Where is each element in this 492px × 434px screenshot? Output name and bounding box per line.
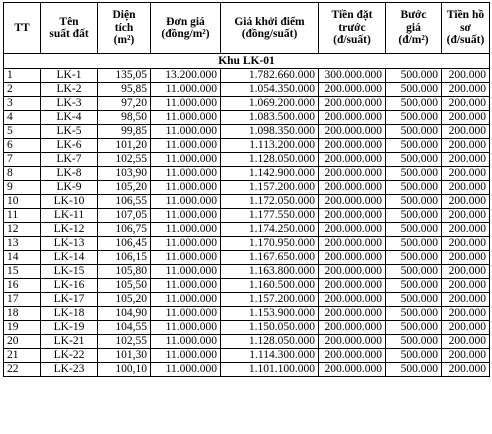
cell-deposit: 200.000.000	[319, 195, 386, 209]
cell-area: 105,50	[98, 279, 151, 293]
cell-unit-price: 11.000.000	[151, 209, 221, 223]
cell-unit-price: 11.000.000	[151, 335, 221, 349]
cell-deposit: 200.000.000	[319, 279, 386, 293]
table-row	[4, 167, 490, 181]
cell-deposit: 200.000.000	[319, 237, 386, 251]
cell-price-step: 500.000	[386, 237, 442, 251]
header-unit-price: Đơn giá (đồng/m²)	[151, 3, 221, 54]
cell-plot-name: LK-9	[41, 181, 98, 195]
cell-unit-price: 11.000.000	[151, 363, 221, 377]
cell-document-fee: 200.000	[442, 209, 490, 223]
cell-area: 103,90	[98, 167, 151, 181]
cell-tt: 1	[4, 69, 41, 83]
cell-price-step: 500.000	[386, 293, 442, 307]
cell-area: 97,20	[98, 97, 151, 111]
cell-area: 106,75	[98, 223, 151, 237]
cell-unit-price: 11.000.000	[151, 237, 221, 251]
table-row	[4, 251, 490, 265]
cell-document-fee: 200.000	[442, 293, 490, 307]
cell-starting-price: 1.113.200.000	[221, 139, 319, 153]
cell-plot-name: LK-23	[41, 363, 98, 377]
cell-plot-name: LK-10	[41, 195, 98, 209]
cell-deposit: 200.000.000	[319, 251, 386, 265]
cell-plot-name: LK-2	[41, 83, 98, 97]
cell-plot-name: LK-13	[41, 237, 98, 251]
cell-plot-name: LK-21	[41, 335, 98, 349]
cell-document-fee: 200.000	[442, 279, 490, 293]
cell-plot-name: LK-4	[41, 111, 98, 125]
cell-area: 106,15	[98, 251, 151, 265]
cell-starting-price: 1.172.050.000	[221, 195, 319, 209]
cell-starting-price: 1.098.350.000	[221, 125, 319, 139]
table-row	[4, 335, 490, 349]
cell-tt: 7	[4, 153, 41, 167]
cell-price-step: 500.000	[386, 321, 442, 335]
cell-document-fee: 200.000	[442, 223, 490, 237]
cell-starting-price: 1.167.650.000	[221, 251, 319, 265]
cell-tt: 14	[4, 251, 41, 265]
header-area: Diện tích (m²)	[98, 3, 151, 54]
cell-starting-price: 1.054.350.000	[221, 83, 319, 97]
cell-document-fee: 200.000	[442, 335, 490, 349]
cell-deposit: 200.000.000	[319, 223, 386, 237]
cell-plot-name: LK-1	[41, 69, 98, 83]
cell-unit-price: 11.000.000	[151, 153, 221, 167]
cell-deposit: 200.000.000	[319, 321, 386, 335]
cell-price-step: 500.000	[386, 279, 442, 293]
cell-unit-price: 11.000.000	[151, 125, 221, 139]
cell-area: 135,05	[98, 69, 151, 83]
cell-plot-name: LK-11	[41, 209, 98, 223]
cell-price-step: 500.000	[386, 223, 442, 237]
cell-unit-price: 11.000.000	[151, 195, 221, 209]
cell-deposit: 200.000.000	[319, 209, 386, 223]
cell-starting-price: 1.069.200.000	[221, 97, 319, 111]
cell-document-fee: 200.000	[442, 265, 490, 279]
cell-price-step: 500.000	[386, 195, 442, 209]
cell-price-step: 500.000	[386, 139, 442, 153]
cell-tt: 13	[4, 237, 41, 251]
cell-starting-price: 1.160.500.000	[221, 279, 319, 293]
header-deposit: Tiền đặt trước (đ/suất)	[319, 3, 386, 54]
cell-unit-price: 11.000.000	[151, 139, 221, 153]
cell-starting-price: 1.128.050.000	[221, 153, 319, 167]
table-row	[4, 279, 490, 293]
cell-deposit: 200.000.000	[319, 97, 386, 111]
table-row	[4, 349, 490, 363]
cell-tt: 11	[4, 209, 41, 223]
table-row	[4, 139, 490, 153]
cell-plot-name: LK-14	[41, 251, 98, 265]
cell-document-fee: 200.000	[442, 321, 490, 335]
cell-tt: 17	[4, 293, 41, 307]
cell-plot-name: LK-6	[41, 139, 98, 153]
cell-area: 102,55	[98, 335, 151, 349]
table-row	[4, 321, 490, 335]
cell-starting-price: 1.157.200.000	[221, 181, 319, 195]
table-row	[4, 237, 490, 251]
cell-deposit: 200.000.000	[319, 307, 386, 321]
table-row	[4, 125, 490, 139]
cell-unit-price: 11.000.000	[151, 181, 221, 195]
cell-area: 105,20	[98, 293, 151, 307]
cell-unit-price: 11.000.000	[151, 251, 221, 265]
cell-document-fee: 200.000	[442, 195, 490, 209]
table-row	[4, 265, 490, 279]
cell-document-fee: 200.000	[442, 125, 490, 139]
cell-starting-price: 1.128.050.000	[221, 335, 319, 349]
cell-area: 104,55	[98, 321, 151, 335]
table-row	[4, 209, 490, 223]
cell-price-step: 500.000	[386, 363, 442, 377]
cell-document-fee: 200.000	[442, 153, 490, 167]
cell-document-fee: 200.000	[442, 69, 490, 83]
land-plot-price-table	[3, 2, 490, 377]
cell-document-fee: 200.000	[442, 237, 490, 251]
cell-starting-price: 1.782.660.000	[221, 69, 319, 83]
cell-tt: 15	[4, 265, 41, 279]
cell-area: 107,05	[98, 209, 151, 223]
cell-tt: 19	[4, 321, 41, 335]
cell-area: 106,55	[98, 195, 151, 209]
cell-tt: 16	[4, 279, 41, 293]
group-label: Khu LK-01	[4, 54, 490, 69]
table-row	[4, 195, 490, 209]
cell-price-step: 500.000	[386, 335, 442, 349]
table-row	[4, 181, 490, 195]
cell-unit-price: 11.000.000	[151, 223, 221, 237]
cell-deposit: 200.000.000	[319, 167, 386, 181]
header-price-step: Bước giá (đ/m²)	[386, 3, 442, 54]
cell-unit-price: 11.000.000	[151, 167, 221, 181]
cell-starting-price: 1.153.900.000	[221, 307, 319, 321]
cell-starting-price: 1.163.800.000	[221, 265, 319, 279]
cell-starting-price: 1.142.900.000	[221, 167, 319, 181]
cell-price-step: 500.000	[386, 111, 442, 125]
cell-unit-price: 11.000.000	[151, 97, 221, 111]
cell-tt: 12	[4, 223, 41, 237]
cell-area: 101,20	[98, 139, 151, 153]
cell-price-step: 500.000	[386, 251, 442, 265]
cell-price-step: 500.000	[386, 209, 442, 223]
header-starting-price: Giá khởi điểm (đồng/suất)	[221, 3, 319, 54]
cell-document-fee: 200.000	[442, 307, 490, 321]
table-row	[4, 293, 490, 307]
cell-plot-name: LK-16	[41, 279, 98, 293]
cell-plot-name: LK-7	[41, 153, 98, 167]
cell-area: 98,50	[98, 111, 151, 125]
group-row	[4, 54, 490, 69]
cell-unit-price: 11.000.000	[151, 293, 221, 307]
cell-document-fee: 200.000	[442, 181, 490, 195]
table-row	[4, 153, 490, 167]
cell-starting-price: 1.170.950.000	[221, 237, 319, 251]
cell-unit-price: 11.000.000	[151, 279, 221, 293]
cell-area: 95,85	[98, 83, 151, 97]
cell-document-fee: 200.000	[442, 363, 490, 377]
cell-plot-name: LK-12	[41, 223, 98, 237]
cell-deposit: 200.000.000	[319, 265, 386, 279]
cell-tt: 20	[4, 335, 41, 349]
cell-price-step: 500.000	[386, 349, 442, 363]
header-plot-name: Tên suất đất	[41, 3, 98, 54]
table-row	[4, 223, 490, 237]
cell-area: 100,10	[98, 363, 151, 377]
cell-plot-name: LK-3	[41, 97, 98, 111]
cell-price-step: 500.000	[386, 181, 442, 195]
cell-document-fee: 200.000	[442, 251, 490, 265]
cell-starting-price: 1.157.200.000	[221, 293, 319, 307]
cell-area: 101,30	[98, 349, 151, 363]
cell-plot-name: LK-18	[41, 307, 98, 321]
cell-price-step: 500.000	[386, 167, 442, 181]
cell-plot-name: LK-5	[41, 125, 98, 139]
cell-price-step: 500.000	[386, 69, 442, 83]
cell-starting-price: 1.177.550.000	[221, 209, 319, 223]
cell-area: 105,80	[98, 265, 151, 279]
cell-price-step: 500.000	[386, 265, 442, 279]
cell-deposit: 200.000.000	[319, 349, 386, 363]
table-row	[4, 69, 490, 83]
cell-unit-price: 11.000.000	[151, 349, 221, 363]
cell-tt: 18	[4, 307, 41, 321]
cell-deposit: 200.000.000	[319, 293, 386, 307]
cell-area: 106,45	[98, 237, 151, 251]
cell-unit-price: 11.000.000	[151, 83, 221, 97]
cell-deposit: 200.000.000	[319, 335, 386, 349]
cell-starting-price: 1.174.250.000	[221, 223, 319, 237]
cell-starting-price: 1.150.050.000	[221, 321, 319, 335]
cell-area: 99,85	[98, 125, 151, 139]
cell-document-fee: 200.000	[442, 83, 490, 97]
cell-deposit: 200.000.000	[319, 83, 386, 97]
table-header-row	[4, 3, 490, 54]
cell-plot-name: LK-8	[41, 167, 98, 181]
cell-price-step: 500.000	[386, 83, 442, 97]
cell-tt: 22	[4, 363, 41, 377]
cell-tt: 9	[4, 181, 41, 195]
cell-unit-price: 11.000.000	[151, 265, 221, 279]
table-row	[4, 83, 490, 97]
header-document-fee: Tiền hồ sơ (đ/suất)	[442, 3, 490, 54]
table-row	[4, 363, 490, 377]
cell-unit-price: 13.200.000	[151, 69, 221, 83]
cell-area: 105,20	[98, 181, 151, 195]
cell-document-fee: 200.000	[442, 349, 490, 363]
cell-tt: 5	[4, 125, 41, 139]
cell-starting-price: 1.083.500.000	[221, 111, 319, 125]
cell-deposit: 300.000.000	[319, 69, 386, 83]
cell-tt: 21	[4, 349, 41, 363]
cell-deposit: 200.000.000	[319, 181, 386, 195]
cell-plot-name: LK-17	[41, 293, 98, 307]
cell-deposit: 200.000.000	[319, 125, 386, 139]
cell-starting-price: 1.101.100.000	[221, 363, 319, 377]
cell-deposit: 200.000.000	[319, 363, 386, 377]
cell-plot-name: LK-19	[41, 321, 98, 335]
cell-price-step: 500.000	[386, 307, 442, 321]
cell-document-fee: 200.000	[442, 111, 490, 125]
cell-price-step: 500.000	[386, 153, 442, 167]
cell-unit-price: 11.000.000	[151, 321, 221, 335]
cell-unit-price: 11.000.000	[151, 307, 221, 321]
cell-document-fee: 200.000	[442, 97, 490, 111]
cell-tt: 2	[4, 83, 41, 97]
cell-starting-price: 1.114.300.000	[221, 349, 319, 363]
cell-area: 104,90	[98, 307, 151, 321]
cell-document-fee: 200.000	[442, 139, 490, 153]
cell-deposit: 200.000.000	[319, 111, 386, 125]
table-row	[4, 111, 490, 125]
cell-area: 102,55	[98, 153, 151, 167]
header-tt: TT	[4, 3, 41, 54]
table-row	[4, 97, 490, 111]
cell-deposit: 200.000.000	[319, 139, 386, 153]
cell-document-fee: 200.000	[442, 167, 490, 181]
cell-tt: 3	[4, 97, 41, 111]
cell-unit-price: 11.000.000	[151, 111, 221, 125]
cell-plot-name: LK-22	[41, 349, 98, 363]
cell-price-step: 500.000	[386, 125, 442, 139]
cell-tt: 4	[4, 111, 41, 125]
cell-deposit: 200.000.000	[319, 153, 386, 167]
cell-plot-name: LK-15	[41, 265, 98, 279]
cell-tt: 8	[4, 167, 41, 181]
table-row	[4, 307, 490, 321]
cell-tt: 10	[4, 195, 41, 209]
cell-price-step: 500.000	[386, 97, 442, 111]
table-body	[4, 54, 490, 377]
cell-tt: 6	[4, 139, 41, 153]
